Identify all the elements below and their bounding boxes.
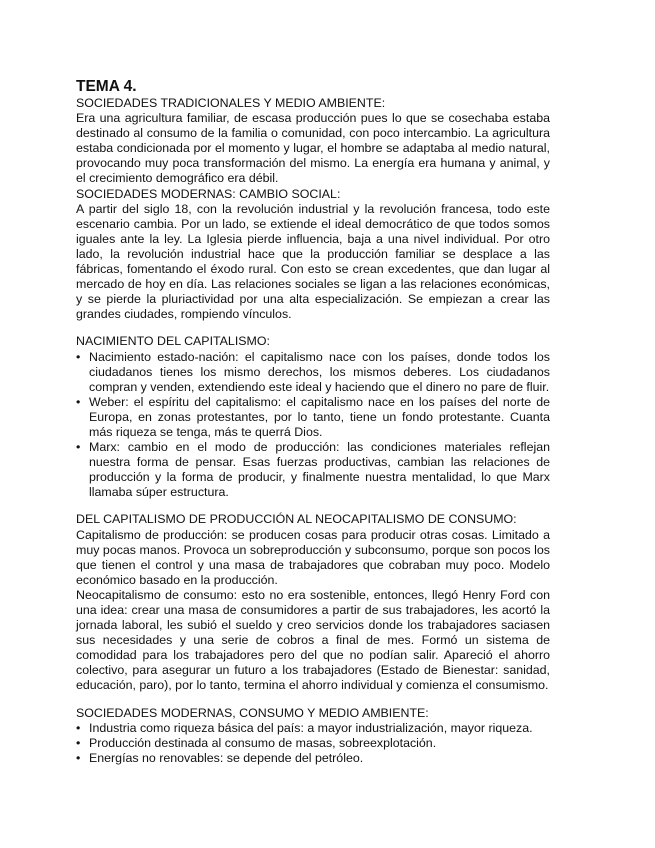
section-consumo-medio-ambiente <box>76 706 550 766</box>
list-item <box>76 350 550 395</box>
bullet-icon: • <box>76 394 81 409</box>
bullet-icon: • <box>76 750 81 765</box>
page-title: TEMA 4. <box>76 78 137 95</box>
section-capitalismo-produccion-consumo <box>76 512 550 693</box>
list-item-text: Producción destinada al consumo de masas, sobreexplotación. <box>89 735 437 750</box>
list-item <box>76 395 550 440</box>
section-heading: SOCIEDADES TRADICIONALES Y MEDIO AMBIENTE: <box>76 96 386 110</box>
section-heading: NACIMIENTO DEL CAPITALISMO: <box>76 334 270 349</box>
list-item-text: Industria como riqueza básica del país: a mayor industrialización, mayor riqueza. <box>89 720 533 735</box>
section-paragraph: Capitalismo de producción: se producen cosas para producir otras cosas. Limitado a muy pocas manos. Provoca un sobreproducción y subconsumo, porque son pocos los que tienen el control y una masa de trabajadores que cobraban muy poco. Modelo económico basado en la producción. <box>76 527 550 587</box>
section-paragraph: A partir del siglo 18, con la revolución industrial y la revolución francesa, todo este escenario cambia. Por un lado, se extiende el ideal democrático de que todos somos iguales ante la ley. La Iglesia pierde influencia, baja a una nivel individual. Por otro lado, la revolución industrial hace que la producción familiar se desplace a las fábricas, fomentando el éxodo rural. Con esto se crean excedentes, que dan lugar al mercado de hoy en día. Las relaciones sociales se ligan a las relaciones económicas, y se pierde la pluriactividad por una alta especialización. Se empiezan a crear las grandes ciudades, rompiendo vínculos. <box>76 201 550 322</box>
list-item-text: Nacimiento estado-nación: el capitalismo nace con los países, donde todos los ciudadanos tienes los mismo derechos, los mismos deberes. Los ciudadanos compran y venden, extendiendo este ideal y haciendo que el dinero no pare de fluir. <box>89 349 550 394</box>
section-heading: DEL CAPITALISMO DE PRODUCCIÓN AL NEOCAPITALISMO DE CONSUMO: <box>76 512 517 527</box>
section-spacer <box>76 322 550 334</box>
section-nacimiento-capitalismo <box>76 334 550 500</box>
list-item <box>76 751 550 766</box>
section-paragraph: Era una agricultura familiar, de escasa producción pues lo que se cosechaba estaba destinado al consumo de la familia o comunidad, con poco intercambio. La agricultura estaba condicionada por el momento y lugar, el hombre se adaptaba al medio natural, provocando muy poca transformación del mismo. La energía era humana y animal, y el crecimiento demográfico era débil. <box>76 111 550 186</box>
document-page <box>76 78 550 766</box>
section-heading: SOCIEDADES MODERNAS, CONSUMO Y MEDIO AMBIENTE: <box>76 705 429 720</box>
list-item-text: Marx: cambio en el modo de producción: las condiciones materiales reflejan nuestra forma de pensar. Esas fuerzas productivas, cambian las relaciones de producción y la forma de producir, y finalmente nuestra mentalidad, lo que Marx llamaba súper estructura. <box>89 440 550 500</box>
section-sociedades-tradicionales <box>76 96 550 187</box>
section-paragraph: Neocapitalismo de consumo: esto no era sostenible, entonces, llegó Henry Ford con una idea: crear una masa de consumidores a partir de sus trabajadores, les acortó la jornada laboral, les subió el sueldo y creo servicios donde los trabajadores saciasen sus necesidades y una serie de cobros a final de mes. Formó un sistema de comodidad para los trabajadores pero del que no podían salir. Apareció el ahorro colectivo, para asegurar un futuro a los trabajadores (Estado de Bienestar: sanidad, educación, paro), por lo tanto, termina el ahorro individual y comienza el consumismo. <box>76 587 550 693</box>
bullet-icon: • <box>76 440 81 455</box>
section-sociedades-modernas <box>76 187 550 323</box>
list-item-text: Weber: el espíritu del capitalismo: el capitalismo nace en los países del norte de Europa, en zonas protestantes, por lo tanto, tiene un fondo protestante. Cuanta más riqueza se tenga, más te querrá Dios. <box>89 394 550 439</box>
bullet-icon: • <box>76 349 81 364</box>
bullet-icon: • <box>76 735 81 750</box>
bullet-list <box>76 350 550 501</box>
section-spacer <box>76 500 550 512</box>
bullet-list <box>76 721 550 766</box>
list-item <box>76 721 550 736</box>
section-heading: SOCIEDADES MODERNAS: CAMBIO SOCIAL: <box>76 186 341 201</box>
list-item <box>76 736 550 751</box>
list-item-text: Energías no renovables: se depende del petróleo. <box>89 750 364 765</box>
list-item <box>76 440 550 500</box>
section-spacer <box>76 694 550 706</box>
bullet-icon: • <box>76 720 81 735</box>
